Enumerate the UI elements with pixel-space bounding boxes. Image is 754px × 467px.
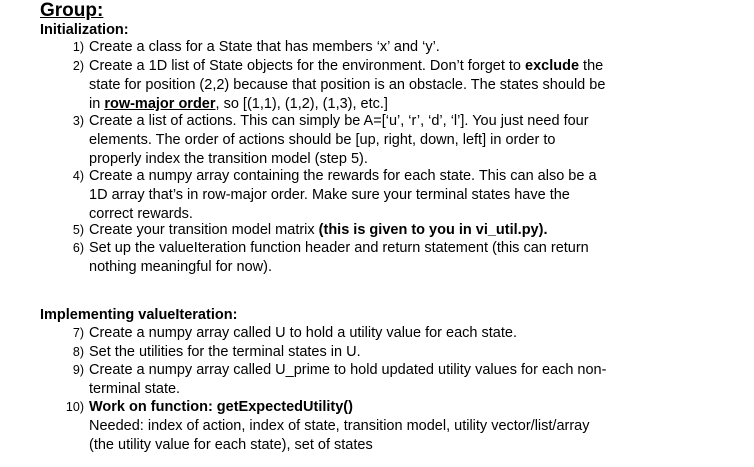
item-number: 8) <box>72 345 84 359</box>
item-text: terminal state. <box>89 381 181 397</box>
emphasis-text: row-major order <box>104 96 216 112</box>
emphasis-text: (this is given to you in vi_util.py). <box>318 222 548 238</box>
item-number: 6) <box>72 241 84 255</box>
item-text: state for position (2,2) because that position is an obstacle. The states should be <box>89 77 606 93</box>
item-text: elements. The order of actions should be [up, right, down, left] in order to <box>89 132 556 148</box>
item-text: 1D array that’s in row-major order. Make sure your terminal states have the <box>89 187 570 203</box>
item-number: 3) <box>72 114 84 128</box>
item-number: 10) <box>65 400 84 414</box>
item-text: correct rewards. <box>89 206 193 222</box>
initialization-heading: Initialization: <box>40 22 129 38</box>
group-heading: Group: <box>40 0 104 21</box>
emphasis-text: exclude <box>525 58 580 74</box>
item-text: Needed: index of action, index of state, transition model, utility vector/list/array <box>89 418 590 434</box>
item-text: Create a class for a State that has members ‘x’ and ‘y’. <box>89 39 440 55</box>
item-text: Create a list of actions. This can simply be A=[‘u’, ‘r’, ‘d’, ‘l’]. You just need four <box>89 113 589 129</box>
item-text: Set up the valueIteration function header and return statement (this can return <box>89 240 589 256</box>
item-number: 4) <box>72 169 84 183</box>
item-number: 2) <box>72 59 84 73</box>
item-text: (the utility value for each state), set of states <box>89 437 373 453</box>
item-number: 1) <box>72 40 84 54</box>
item-text: in <box>89 96 105 112</box>
item-text: Create a numpy array containing the rewards for each state. This can also be a <box>89 168 597 184</box>
implementing-heading: Implementing valueIteration: <box>40 307 238 323</box>
item-number: 5) <box>72 223 84 237</box>
item-number: 7) <box>72 326 84 340</box>
item-text: Work on function: getExpectedUtility() <box>89 399 353 415</box>
item-text: Create your transition model matrix <box>89 222 319 238</box>
item-text: properly index the transition model (step 5). <box>89 151 368 167</box>
item-text: Create a numpy array called U to hold a utility value for each state. <box>89 325 517 341</box>
item-text: Create a 1D list of State objects for the environment. Don’t forget to <box>89 58 526 74</box>
item-text: Set the utilities for the terminal states in U. <box>89 344 361 360</box>
item-number: 9) <box>72 363 84 377</box>
item-text: Create a numpy array called U_prime to hold updated utility values for each non- <box>89 362 607 378</box>
item-text: the <box>579 58 604 74</box>
item-text: nothing meaningful for now). <box>89 259 272 275</box>
item-text: , so [(1,1), (1,2), (1,3), etc.] <box>215 96 388 112</box>
